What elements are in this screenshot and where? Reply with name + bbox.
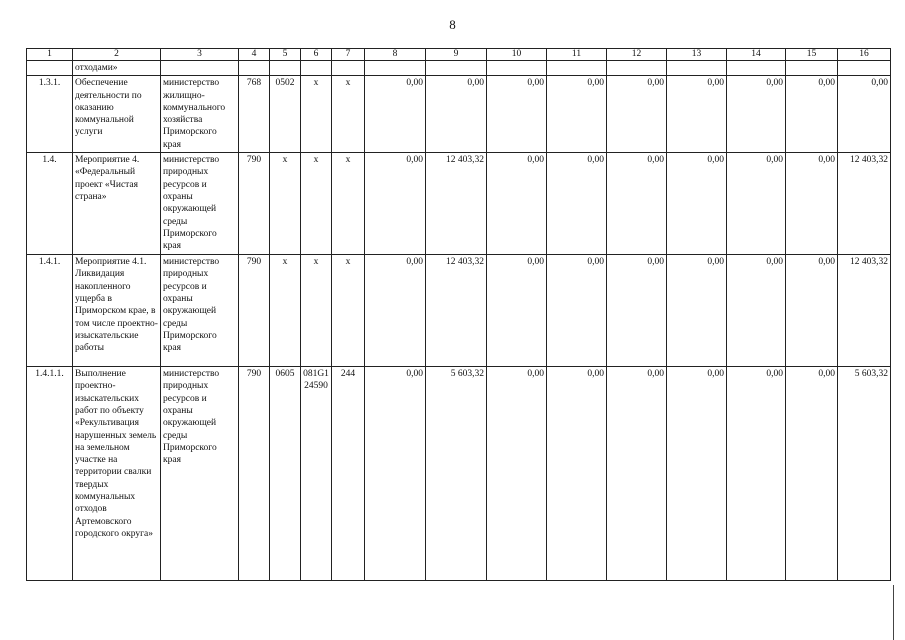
table-cell: х [301, 255, 332, 367]
header-row [27, 49, 891, 61]
table-cell: 0605 [270, 367, 301, 581]
table-cell: 0,00 [607, 255, 667, 367]
table-cell: 790 [239, 255, 270, 367]
table-cell: 244 [332, 367, 365, 581]
table-cell: 0,00 [547, 255, 607, 367]
continuation-row [27, 61, 891, 76]
column-header-8: 8 [365, 49, 426, 61]
table-cell: 0,00 [487, 153, 547, 255]
column-header-2: 2 [73, 49, 161, 61]
column-header-11: 11 [547, 49, 607, 61]
table-cell: 0,00 [838, 76, 891, 153]
table-cell: 081G1 24590 [301, 367, 332, 581]
table-cell: 0,00 [786, 76, 838, 153]
table-cell: 1.3.1. [27, 76, 73, 153]
table-cell: 5 603,32 [426, 367, 487, 581]
column-header-6: 6 [301, 49, 332, 61]
table-cell: х [332, 153, 365, 255]
table-cell: 0,00 [786, 153, 838, 255]
margin-rule [893, 585, 894, 640]
table-cell: 0,00 [667, 153, 727, 255]
table-cell: 0,00 [727, 153, 786, 255]
column-header-4: 4 [239, 49, 270, 61]
table-cell: 0,00 [727, 367, 786, 581]
table-cell: Обеспечение деятельности по оказанию коммунальной услуги [73, 76, 161, 153]
column-header-9: 9 [426, 49, 487, 61]
continuation-cell-text: отходами» [73, 61, 161, 76]
table-cell: 0,00 [786, 367, 838, 581]
table-cell: х [270, 153, 301, 255]
table-row [27, 367, 891, 581]
table-cell: х [301, 76, 332, 153]
table-row [27, 76, 891, 153]
table-cell: министерство природных ресурсов и охраны окружающей среды Приморского края [161, 153, 239, 255]
table-cell: 0,00 [426, 76, 487, 153]
table-cell: 790 [239, 367, 270, 581]
table-cell: 1.4.1.1. [27, 367, 73, 581]
table-cell: 0,00 [727, 255, 786, 367]
column-header-3: 3 [161, 49, 239, 61]
table-cell: 0,00 [547, 367, 607, 581]
table-cell: Выполнение проектно-изыскательских работ по объекту «Рекультивация нарушенных земель на земельном участке на территории свалки твердых коммунальных отходов Артемовского городского округа» [73, 367, 161, 581]
table-cell: 0,00 [365, 153, 426, 255]
table-cell: 768 [239, 76, 270, 153]
table-cell: 12 403,32 [426, 153, 487, 255]
table-row [27, 255, 891, 367]
table-cell: 5 603,32 [838, 367, 891, 581]
column-header-7: 7 [332, 49, 365, 61]
table-cell: министерство природных ресурсов и охраны окружающей среды Приморского края [161, 255, 239, 367]
table-cell: Мероприятие 4.1. Ликвидация накопленного ущерба в Приморском крае, в том числе проектно-изыскательские работы [73, 255, 161, 367]
table-cell: х [270, 255, 301, 367]
table-cell: 0,00 [547, 153, 607, 255]
table-cell: 0502 [270, 76, 301, 153]
table-cell: х [301, 153, 332, 255]
continuation-cell-number [27, 61, 73, 76]
table-cell: министерство природных ресурсов и охраны окружающей среды Приморского края [161, 367, 239, 581]
table-cell: 12 403,32 [838, 153, 891, 255]
table-cell: 0,00 [607, 153, 667, 255]
table-cell: 1.4. [27, 153, 73, 255]
column-header-10: 10 [487, 49, 547, 61]
table-cell: 0,00 [487, 255, 547, 367]
table-cell: 0,00 [786, 255, 838, 367]
table-cell: 0,00 [607, 76, 667, 153]
table-cell: 0,00 [727, 76, 786, 153]
table-cell: 0,00 [365, 255, 426, 367]
table-cell: министерство жилищно-коммунального хозяйства Приморского края [161, 76, 239, 153]
column-header-16: 16 [838, 49, 891, 61]
column-header-14: 14 [727, 49, 786, 61]
table-cell: х [332, 255, 365, 367]
column-header-1: 1 [27, 49, 73, 61]
table-cell: 0,00 [365, 76, 426, 153]
column-header-12: 12 [607, 49, 667, 61]
table-cell: 12 403,32 [838, 255, 891, 367]
page-number: 8 [449, 17, 456, 32]
table-row [27, 153, 891, 255]
column-header-13: 13 [667, 49, 727, 61]
table-cell: 0,00 [667, 367, 727, 581]
budget-table [26, 48, 891, 581]
table-cell: 0,00 [487, 367, 547, 581]
table-cell: 0,00 [667, 255, 727, 367]
table-cell: 0,00 [607, 367, 667, 581]
table-cell: 0,00 [547, 76, 607, 153]
table-cell: х [332, 76, 365, 153]
column-header-15: 15 [786, 49, 838, 61]
column-header-5: 5 [270, 49, 301, 61]
table-cell: 0,00 [365, 367, 426, 581]
table-cell: 12 403,32 [426, 255, 487, 367]
table-cell: 0,00 [667, 76, 727, 153]
table-cell: 0,00 [487, 76, 547, 153]
table-cell: 1.4.1. [27, 255, 73, 367]
table-cell: Мероприятие 4. «Федеральный проект «Чистая страна» [73, 153, 161, 255]
table-cell: 790 [239, 153, 270, 255]
